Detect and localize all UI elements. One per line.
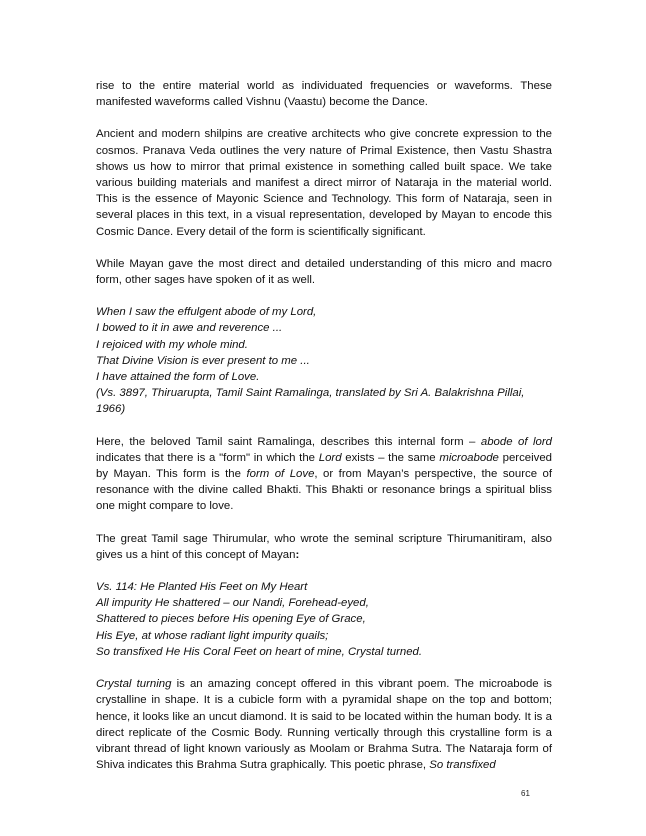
text-run: perceived by Mayan. This form is the — [96, 451, 552, 481]
page-number: 61 — [521, 789, 530, 798]
text-run: The great Tamil sage Thirumular, who wrote the seminal scripture Thirumanitiram, also gives us a hint of this concept of Mayan — [96, 532, 552, 561]
paragraph-1: rise to the entire material world as individuated frequencies or waveforms. These manifested waveforms called Vishnu (Vaastu) become the Dance. — [96, 80, 552, 109]
paragraph-5 — [96, 434, 552, 515]
verse-line: All impurity He shattered – our Nandi, Forehead-eyed, — [96, 597, 369, 610]
page-body — [96, 78, 552, 789]
verse-thirumular — [96, 579, 552, 660]
verse-line: I have attained the form of Love. — [96, 371, 260, 384]
paragraph-8 — [96, 676, 552, 773]
emphasis-crystal-turning: Crystal turning — [96, 678, 172, 691]
verse-line: Vs. 114: He Planted His Feet on My Heart — [96, 581, 308, 594]
paragraph-3: While Mayan gave the most direct and detailed understanding of this micro and macro form, other sages have spoken of it as well. — [96, 257, 552, 287]
emphasis-abode-of-lord: abode of lord — [480, 435, 553, 448]
verse-line: His Eye, at whose radiant light impurity quails; — [96, 629, 329, 642]
text-run: , or from Mayan’s perspective, the source of resonance with the divine called Bhakti. This Bhakti or resonance brings a spiritual bliss one might compare to love. — [96, 468, 553, 513]
verse-line: Shattered to pieces before His opening Eye of Grace, — [96, 613, 366, 626]
verse-line: That Divine Vision is ever present to me ... — [96, 354, 310, 367]
paragraph-2: Ancient and modern shilpins are creative architects who give concrete expression to the cosmos. Pranava Veda outlines the very nature of Primal Existence, then Vastu Shastra shows us how to mirror that primal existence in something called built space. We take various building materials and manifest a direct mirror of Nataraja in the material world. This is the essence of Mayonic Science and Technology. This form of Nataraja, seen in several places in this text, in a visual representation, developed by Mayan to encode this Cosmic Dance. Every detail of the form is scientifically significant. — [96, 128, 552, 238]
emphasis-microabode: microabode — [439, 451, 499, 464]
verse-line: So transfixed He His Coral Feet on heart of mine, Crystal turned. — [96, 645, 423, 658]
text-run: is an amazing concept offered in this vibrant poem. The microabode is crystalline in shape. It is a cubicle form with a pyramidal shape on the top and bottom; hence, it looks like an uncut diamond. It is said to be located within the human body. It is a direct replicate of the Cosmic Body. Running vertically through this crystalline form is a vibrant thread of light known variously as Moolam or Brahma Sutra. The Nataraja form of Shiva indicates this Brahma Sutra graphically. This poetic phrase, — [96, 678, 553, 772]
emphasis-so-transfixed: So transfixed — [429, 759, 496, 772]
bold-colon: : — [295, 548, 300, 561]
verse-ramalinga — [96, 304, 552, 417]
verse-line: I rejoiced with my whole mind. — [96, 338, 248, 351]
paragraph-6 — [96, 531, 552, 563]
verse-line: I bowed to it in awe and reverence ... — [96, 322, 283, 335]
text-run: indicates that there is a "form" in which the — [96, 451, 319, 464]
emphasis-lord: Lord — [318, 451, 342, 464]
verse-citation: (Vs. 3897, Thiruarupta, Tamil Saint Ramalinga, translated by Sri A. Balakrishna Pillai, 1966) — [96, 387, 525, 416]
text-run: exists – the same — [341, 451, 440, 464]
emphasis-form-of-love: form of Love — [246, 468, 315, 481]
text-run: Here, the beloved Tamil saint Ramalinga, describes this internal form – — [96, 435, 481, 448]
verse-line: When I saw the effulgent abode of my Lord, — [96, 306, 317, 319]
